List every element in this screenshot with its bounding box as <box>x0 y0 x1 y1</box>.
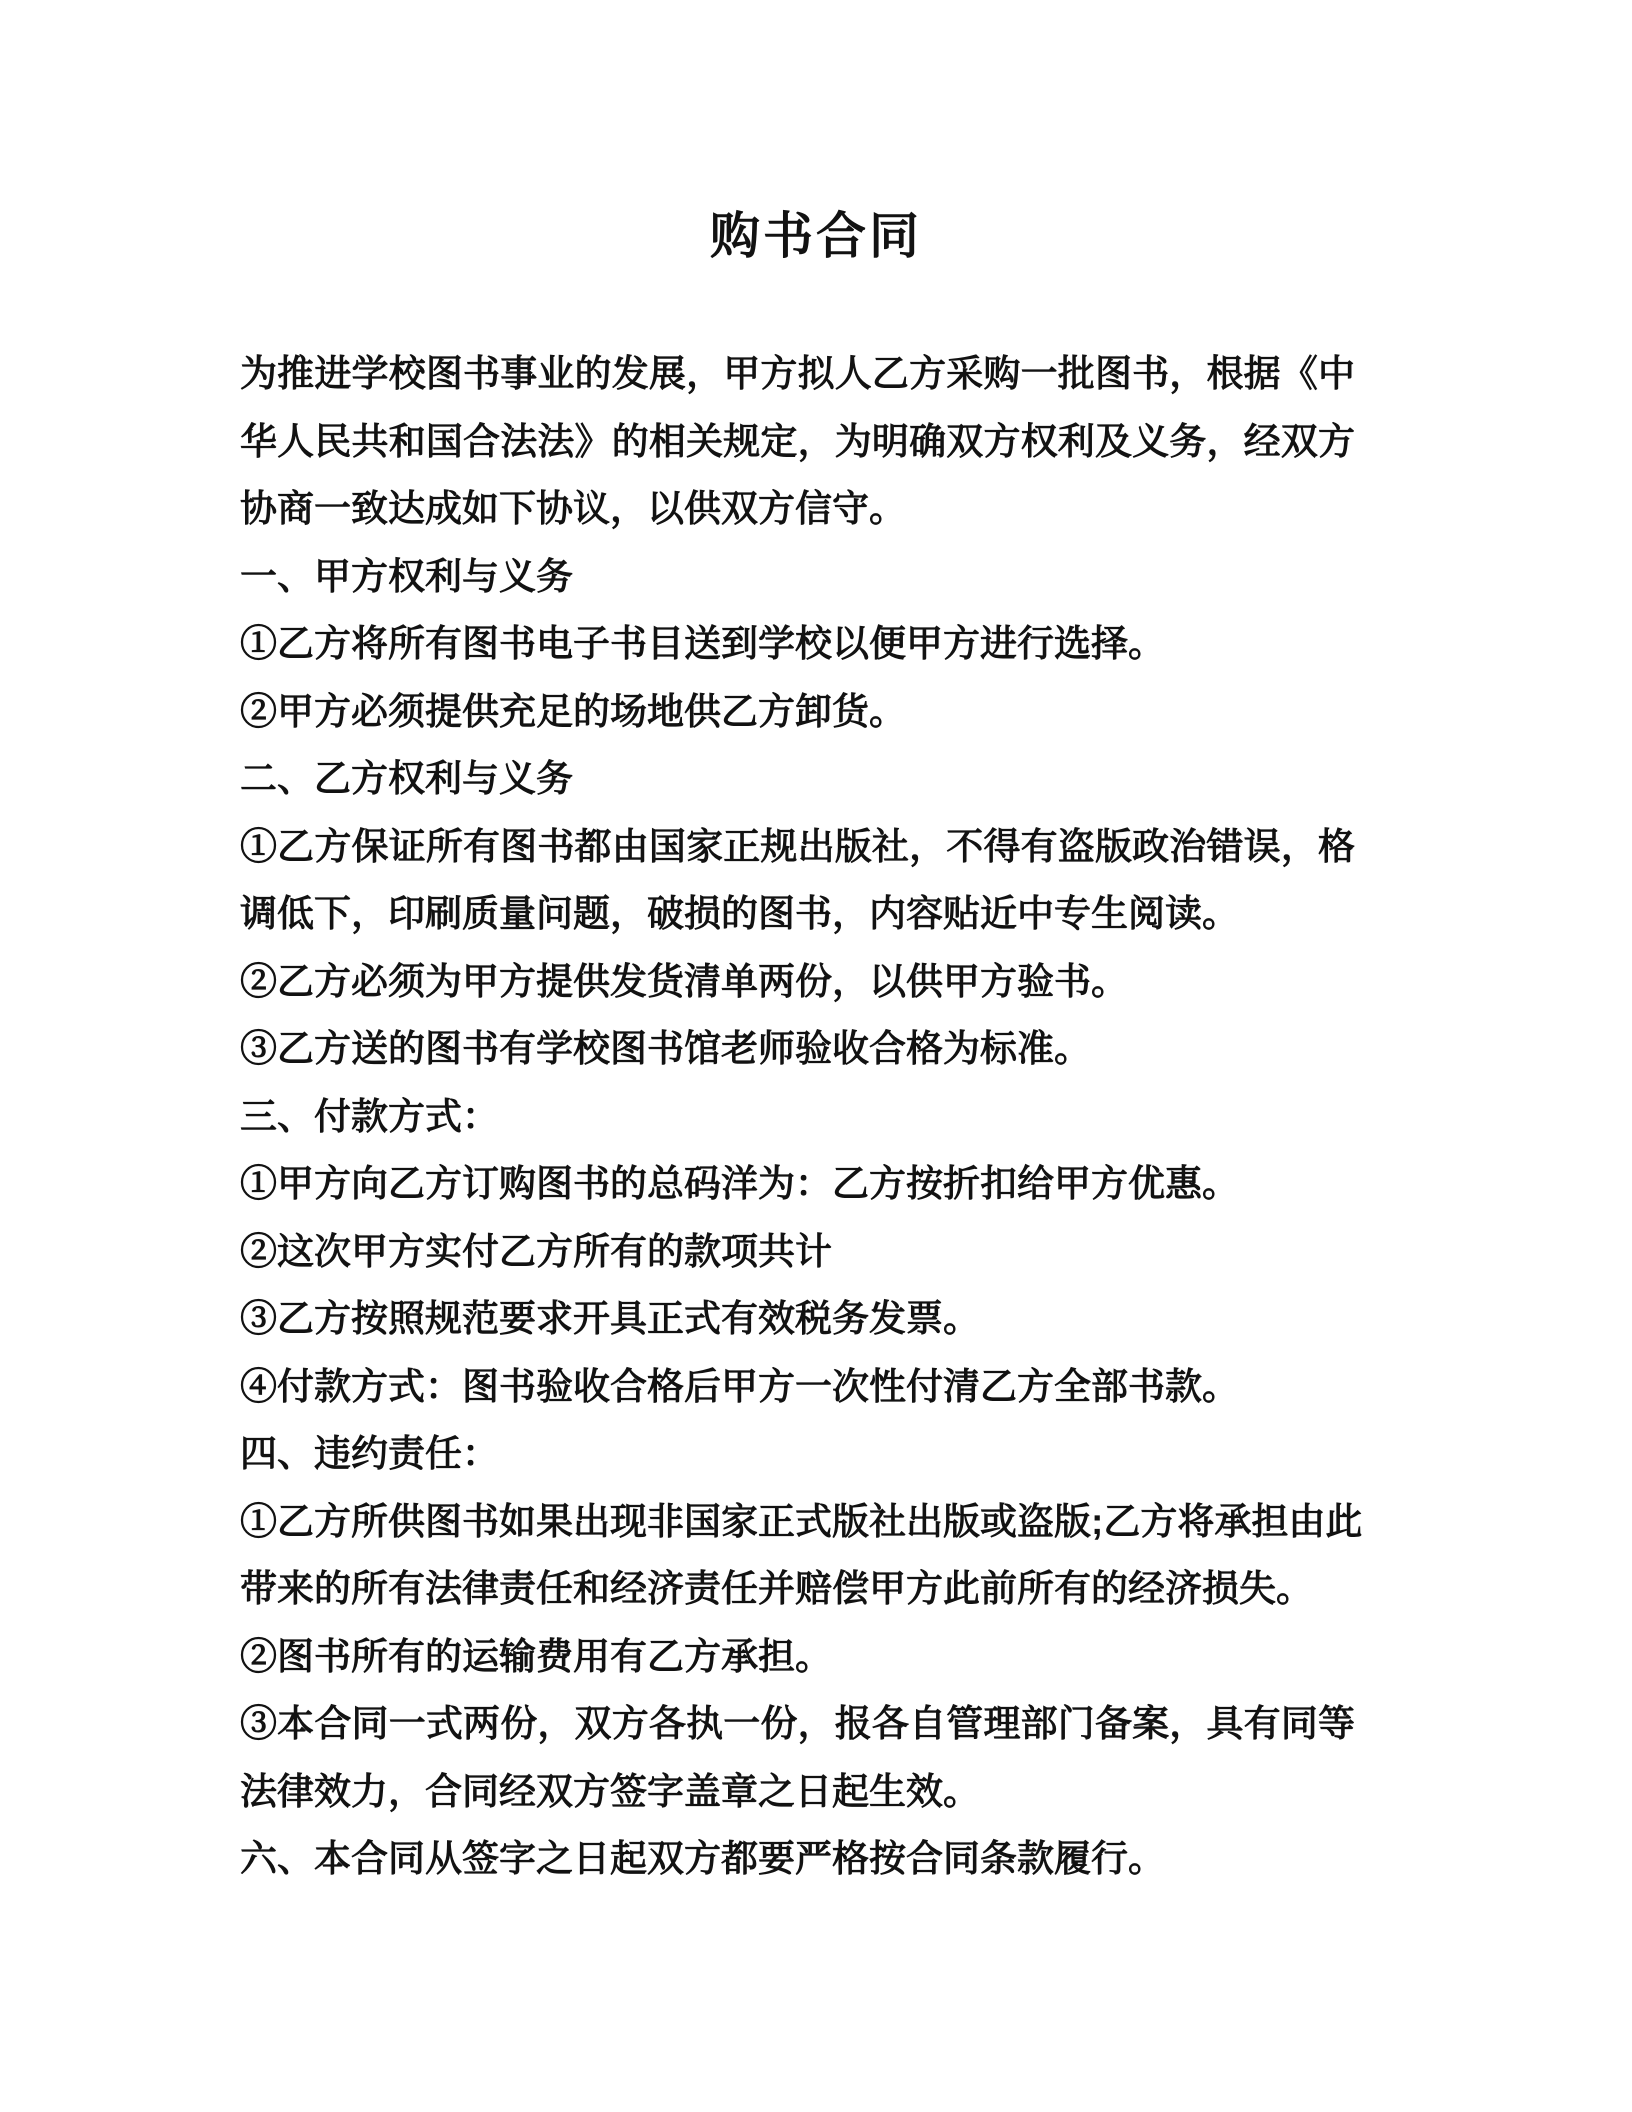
contract-line: 华人民共和国合法法》的相关规定，为明确双方权利及义务，经双方 <box>240 420 1355 462</box>
contract-line: 六、本合同从签字之日起双方都要严格按合同条款履行。 <box>240 1838 1165 1879</box>
contract-line: 法律效力，合同经双方签字盖章之日起生效。 <box>240 1770 980 1812</box>
contract-line: ①乙方所供图书如果出现非国家正式版社出版或盗版;乙方将承担由此 <box>240 1500 1363 1542</box>
contract-line: ④付款方式：图书验收合格后甲方一次性付清乙方全部书款。 <box>240 1365 1239 1407</box>
contract-line: ③乙方按照规范要求开具正式有效税务发票。 <box>240 1298 980 1339</box>
contract-line: ③乙方送的图书有学校图书馆老师验收合格为标准。 <box>240 1028 1091 1069</box>
contract-line: ①甲方向乙方订购图书的总码洋为：乙方按折扣给甲方优惠。 <box>240 1163 1239 1204</box>
contract-line: ②这次甲方实付乙方所有的款项共计 <box>240 1230 832 1272</box>
contract-line: 协商一致达成如下协议，以供双方信守。 <box>240 488 906 529</box>
contract-line: ①乙方保证所有图书都由国家正规出版社，不得有盗版政治错误，格 <box>240 825 1355 867</box>
contract-line: ②乙方必须为甲方提供发货清单两份，以供甲方验书。 <box>240 960 1128 1002</box>
contract-line: 二、乙方权利与义务 <box>240 758 573 799</box>
contract-line: ②甲方必须提供充足的场地供乙方卸货。 <box>240 690 906 732</box>
contract-line: ②图书所有的运输费用有乙方承担。 <box>240 1635 832 1677</box>
document-title: 购书合同 <box>710 208 922 264</box>
contract-line: 为推进学校图书事业的发展，甲方拟人乙方采购一批图书，根据《中 <box>240 353 1355 394</box>
contract-line: 调低下，印刷质量问题，破损的图书，内容贴近中专生阅读。 <box>240 893 1239 934</box>
contract-body <box>240 340 1363 1893</box>
contract-line: 一、甲方权利与义务 <box>240 555 573 597</box>
contract-line: ①乙方将所有图书电子书目送到学校以便甲方进行选择。 <box>240 623 1165 664</box>
contract-line: 四、违约责任： <box>240 1433 499 1474</box>
contract-line: 带来的所有法律责任和经济责任并赔偿甲方此前所有的经济损失。 <box>240 1568 1313 1609</box>
contract-line: 三、付款方式： <box>240 1095 499 1137</box>
contract-line: ③本合同一式两份，双方各执一份，报各自管理部门备案，具有同等 <box>240 1703 1355 1744</box>
